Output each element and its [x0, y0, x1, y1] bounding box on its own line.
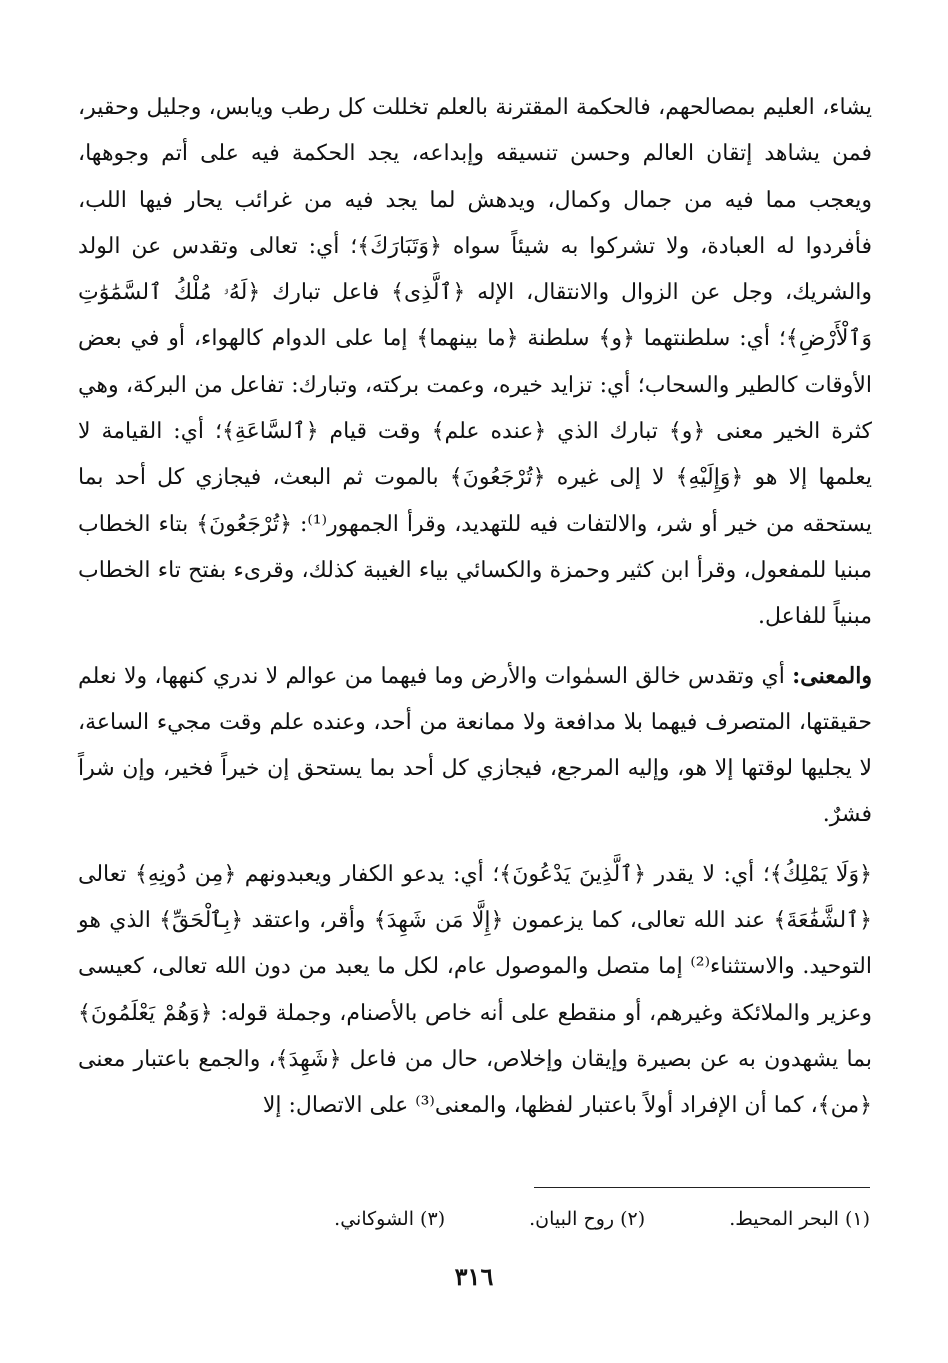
paragraph-3-text: ﴿وَلَا يَمْلِكُ﴾؛ أي: لا يقدر ﴿ٱلَّذِينَ يَدْعُونَ﴾؛ أي: يدعو الكفار ويعبدونهم ﴿مِن دُونِهِ﴾ تعالى ﴿ٱلشَّفَٰعَةَ﴾ عند الله تعالى، كما يزعمون ﴿إِلَّا مَن شَهِدَ﴾ وأقر، واعتقد ﴿بِٱلْحَقِّ﴾ الذي هو التوحيد. والاستثناء⁽²⁾ إما متصل والموصول عام، لكل ما يعبد من دون الله تعالى، كعيسى وعزير والملائكة وغيرهم، أو منقطع على أنه خاص بالأصنام، وجملة قوله: ﴿وَهُمْ يَعْلَمُونَ﴾ بما يشهدون به عن بصيرة وإيقان وإخلاص، حال من فاعل ﴿شَهِدَ﴾، والجمع باعتبار معنى ﴿من﴾، كما أن الإفراد أولاً باعتبار لفظها، والمعنى⁽³⁾ على الاتصال: إلا [78, 861, 872, 1119]
footnotes [76, 1204, 870, 1234]
paragraph-2-text: أي وتقدس خالق السمٰوات والأرض وما فيهما من عوالم لا ندري كنهها، ولا نعلم حقيقتها، المتصرف فيهما بلا مدافعة ولا ممانعة من أحد، وعنده علم وقت مجيء الساعة، لا يجليها لوقتها إلا هو، وإليه المرجع، فيجازي كل أحد بما يستحق إن خيراً فخير، وإن شراً فشرٌ. [78, 663, 872, 828]
paragraph-2-lead: والمعنى: [792, 662, 872, 689]
footnote-3: (٣) الشوكاني. [334, 1208, 446, 1230]
footnote-divider [534, 1187, 870, 1188]
paragraph-1-text: يشاء، العليم بمصالحهم، فالحكمة المقترنة بالعلم تخللت كل رطب ويابس، وجليل وحقير، فمن يشاهد إتقان العالم وحسن تنسيقه وإبداعه، يجد الحكمة فيه على أتم وجوهها، ويعجب مما فيه من جمال وكمال، ويدهش لما يجد فيه من غرائب يحار فيها اللب، فأفردوا له العبادة، ولا تشركوا به شيئاً سواه ﴿وَتَبَارَكَ﴾؛ أي: تعالى وتقدس عن الولد والشريك، وجل عن الزوال والانتقال، الإله ﴿ٱلَّذِى﴾ فاعل تبارك ﴿لَهُۥ مُلْكُ ٱلسَّمَٰوَٰتِ وَٱلْأَرْضِ﴾؛ أي: سلطنتهما ﴿و﴾ سلطنة ﴿ما بينهما﴾ إما على الدوام كالهواء، أو في بعض الأوقات كالطير والسحاب؛ أي: تزايد خيره، وعمت بركته، وتبارك: تفاعل من البركة، وهي كثرة الخير معنى ﴿و﴾ تبارك الذي ﴿عنده علم﴾ وقت قيام ﴿ٱلسَّاعَةِ﴾؛ أي: القيامة لا يعلمها إلا هو ﴿وَإِلَيْهِ﴾ لا إلى غيره ﴿تُرْجَعُونَ﴾ بالموت ثم البعث، فيجازي كل أحد بما يستحقه من خير أو شر، والالتفات فيه للتهديد، وقرأ الجمهور⁽¹⁾: ﴿تُرْجَعُونَ﴾ بتاء الخطاب مبنيا للمفعول، وقرأ ابن كثير وحمزة والكسائي بياء الغيبة كذلك، وقرىء بفتح تاء الخطاب مبنياً للفاعل. [78, 95, 872, 630]
main-text [78, 84, 872, 1130]
paragraph-1 [78, 84, 872, 641]
footnote-1: (١) البحر المحيط. [729, 1208, 870, 1230]
footnote-2: (٢) روح البيان. [529, 1208, 646, 1230]
paragraph-2 [78, 653, 872, 839]
page-number: ٣١٦ [454, 1262, 494, 1291]
paragraph-3 [78, 851, 872, 1130]
